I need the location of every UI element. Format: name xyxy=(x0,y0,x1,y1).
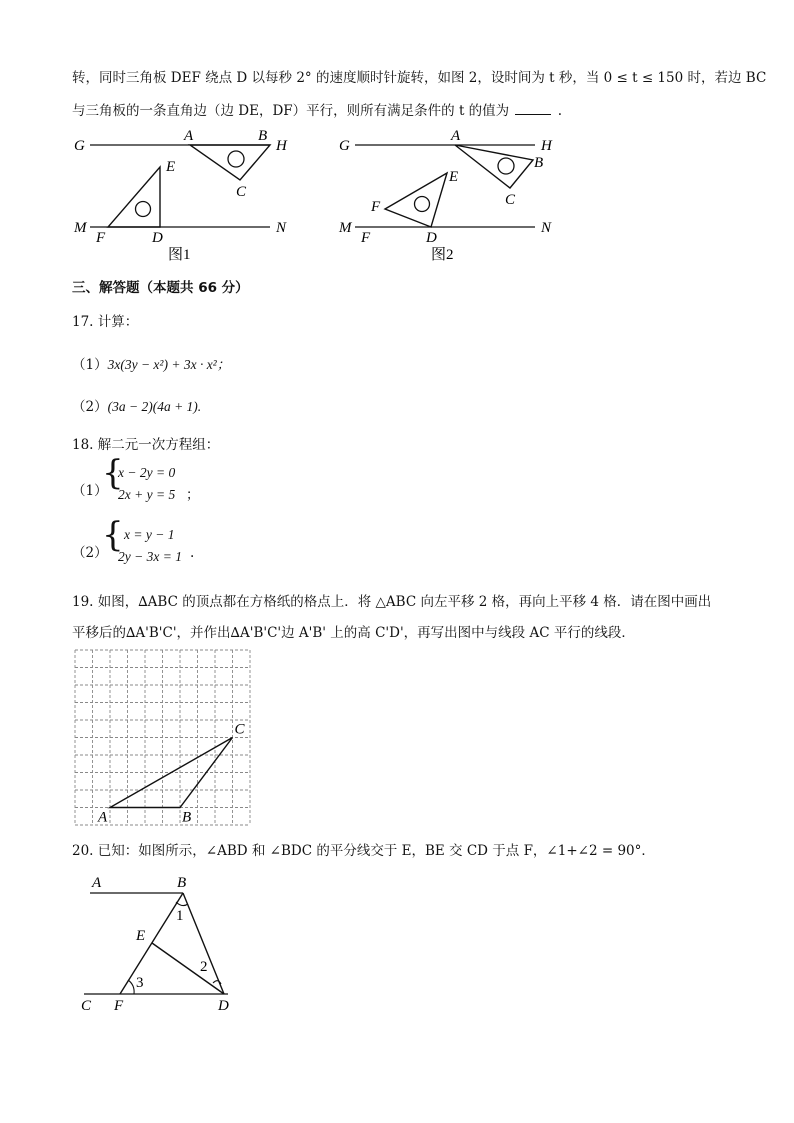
label-n: N xyxy=(276,220,287,236)
q18-p1-label: （1） xyxy=(72,483,108,499)
label-b: B xyxy=(258,128,268,144)
label-g: G xyxy=(74,138,85,154)
grid-lines xyxy=(75,650,250,825)
label-d: D xyxy=(218,998,229,1014)
label-c: C xyxy=(236,184,247,200)
label-g: G xyxy=(339,138,350,154)
label-b: B xyxy=(182,809,192,826)
q18-stem: 18. 解二元一次方程组： xyxy=(72,437,220,453)
label-a: A xyxy=(451,128,461,144)
figure-1-caption: 图1 xyxy=(168,247,191,263)
label-c: C xyxy=(505,192,516,208)
q18-p1-end: ； xyxy=(186,487,200,503)
label-m: M xyxy=(339,220,352,236)
label-c: C xyxy=(234,721,245,738)
grid-figure xyxy=(60,645,260,830)
q18-p1-eq1: x − 2y = 0 xyxy=(118,465,176,480)
section-title: 三、解答题（本题共 66 分） xyxy=(72,280,249,296)
figure-2 xyxy=(335,125,565,265)
q18-p1-eq2: 2x + y = 5 xyxy=(118,487,176,502)
angle-1-label: 1 xyxy=(176,908,184,924)
brace-icon: { xyxy=(102,453,124,493)
intro-line-2-end: . xyxy=(557,103,563,119)
angle-3-label: 3 xyxy=(136,975,144,991)
label-a: A xyxy=(92,875,102,891)
label-a: A xyxy=(184,128,194,144)
triangle-abc xyxy=(190,145,270,180)
intro-line-1: 转，同时三角板 DEF 绕点 D 以每秒 2° 的速度顺时针旋转，如图 2，设时间为 t 秒，当 0 ≤ t ≤ 150 时，若边 BC xyxy=(72,70,767,86)
intro-line-2-text: 与三角板的一条直角边（边 DE，DF）平行，则所有满足条件的 t 的值为 xyxy=(72,103,510,119)
answer-blank[interactable] xyxy=(515,102,551,115)
brace-icon: { xyxy=(102,515,124,555)
triangle-def xyxy=(108,167,160,227)
label-f: F xyxy=(361,230,371,246)
label-f: F xyxy=(114,998,124,1014)
q17-part-1 xyxy=(72,353,230,373)
q17-p1-label: （1） xyxy=(72,357,108,373)
q18-p2-end: . xyxy=(190,545,195,561)
label-n: N xyxy=(541,220,552,236)
label-a: A xyxy=(98,809,108,826)
label-f-top: F xyxy=(371,199,381,215)
q17-stem: 17. 计算： xyxy=(72,314,139,330)
label-m: M xyxy=(74,220,87,236)
label-b: B xyxy=(534,155,544,171)
label-e: E xyxy=(166,159,176,175)
q19-line-2: 平移后的∆A'B'C'，并作出∆A'B'C'边 A'B' 上的高 C'D'，再写出图中与线段 AC 平行的线段． xyxy=(72,625,635,641)
label-e: E xyxy=(136,928,146,944)
q17-p1-expr: 3x(3y − x²) + 3x · x²； xyxy=(107,357,231,372)
q20-line-1: 20. 已知：如图所示，∠ABD 和 ∠BDC 的平分线交于 E，BE 交 CD 于点 F，∠1+∠2 = 90°． xyxy=(72,843,655,859)
label-h: H xyxy=(541,138,552,154)
q18-p2-label: （2） xyxy=(72,545,108,561)
q17-p2-label: （2） xyxy=(72,399,108,415)
label-c: C xyxy=(81,998,92,1014)
figure-q20 xyxy=(78,872,248,1017)
q18-p2-eq2: 2y − 3x = 1 xyxy=(118,549,182,564)
label-e: E xyxy=(449,169,459,185)
figure-1 xyxy=(70,125,300,265)
triangle-abc-rotated xyxy=(455,145,533,188)
label-b: B xyxy=(177,875,187,891)
triangle-abc xyxy=(110,738,233,808)
q17-p2-expr: (3a − 2)(4a + 1). xyxy=(107,399,202,414)
label-d: D xyxy=(426,230,437,246)
figure-2-caption: 图2 xyxy=(431,247,454,263)
q17-part-2 xyxy=(72,395,201,415)
q19-line-1: 19. 如图，∆ABC 的顶点都在方格纸的格点上．将 △ABC 向左平移 2 格，再向上平移 4 格．请在图中画出 xyxy=(72,594,712,610)
label-f: F xyxy=(96,230,106,246)
intro-line-2 xyxy=(72,99,562,119)
q18-p2-eq1: x = y − 1 xyxy=(124,527,175,542)
label-d: D xyxy=(152,230,163,246)
label-h: H xyxy=(276,138,287,154)
angle-2-label: 2 xyxy=(200,959,208,975)
